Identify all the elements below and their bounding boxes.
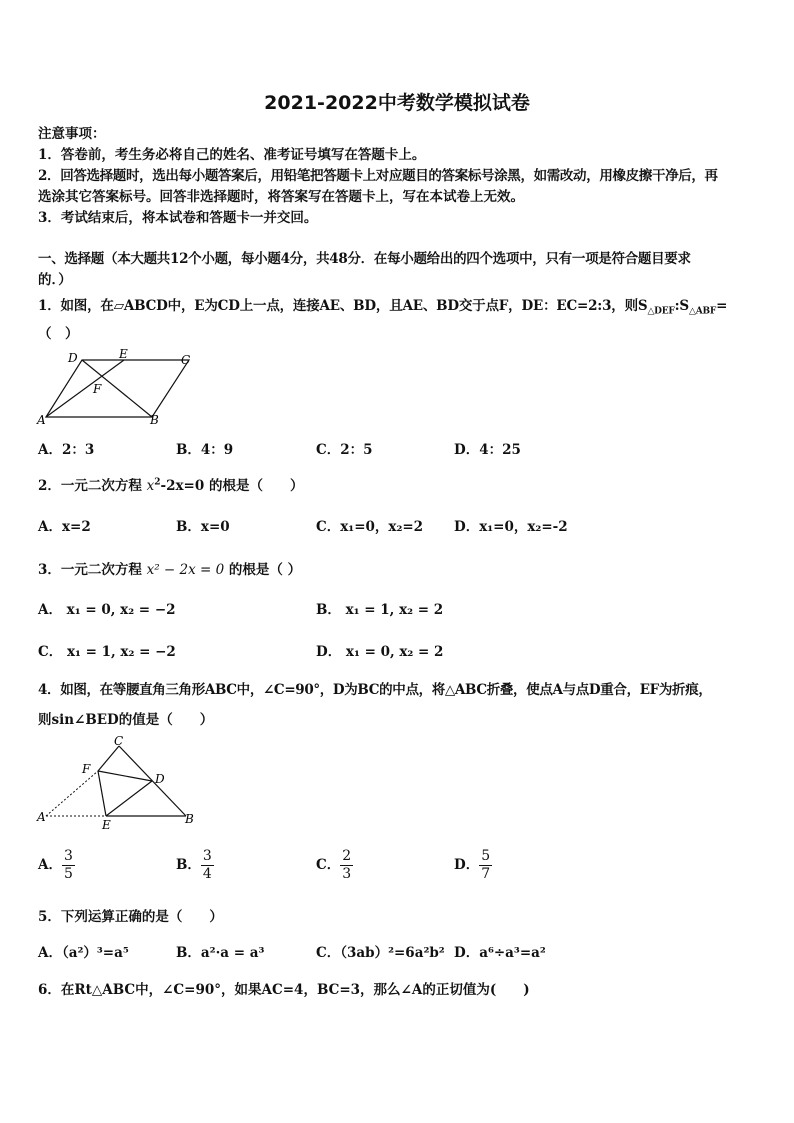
q4-option-d-num: 5 xyxy=(481,848,491,864)
q3-stem xyxy=(38,558,301,578)
q1-stem xyxy=(38,294,727,317)
q2-stem-a: 2．一元二次方程 xyxy=(38,478,142,494)
q1-label-b: B xyxy=(150,413,159,427)
q6-stem: 6．在Rt△ABC中，∠C=90°，如果AC=4，BC=3，那么∠A的正切值为( ) xyxy=(38,982,530,998)
q4-option-c-num: 2 xyxy=(342,848,352,864)
q1-stem-prefix: 1．如图，在 xyxy=(38,298,114,314)
q4-option-c-den: 3 xyxy=(342,866,352,882)
q4-label-e: E xyxy=(102,818,111,832)
notice-item-3: 3．考试结束后，将本试卷和答题卡一并交回。 xyxy=(38,210,318,226)
q3-option-c[interactable]: C． x₁ = 1, x₂ = −2 xyxy=(38,644,176,660)
segment-fc xyxy=(98,746,119,771)
q1-label-f: F xyxy=(93,382,102,396)
q4-option-a[interactable] xyxy=(38,848,75,883)
q1-option-d[interactable]: D．4：25 xyxy=(454,442,521,458)
segment-ae xyxy=(46,360,124,417)
notice-heading: 注意事项： xyxy=(38,126,106,142)
section-heading: 一、选择题（本大题共12个小题，每小题4分，共48分．在每小题给出的四个选项中，只有一项是符合题目要求 xyxy=(38,251,691,267)
q2-stem xyxy=(38,474,303,494)
q5-option-d[interactable]: D．a⁶÷a³=a² xyxy=(454,945,546,961)
parallelogram-icon: ▱ xyxy=(113,298,124,314)
notice-item-1: 1．答卷前，考生务必将自己的姓名、准考证号填写在答题卡上。 xyxy=(38,147,426,163)
q4-option-b-den: 4 xyxy=(202,866,212,882)
q4-option-a-fraction xyxy=(62,848,75,883)
q4-option-c-label: C． xyxy=(316,857,341,873)
q2-option-c[interactable]: C．x₁=0，x₂=2 xyxy=(316,519,424,535)
q5-stem: 5．下列运算正确的是（ ） xyxy=(38,909,223,925)
q1-paren: （ ） xyxy=(38,326,79,342)
q4-option-c-fraction xyxy=(340,848,353,883)
q4-option-d-fraction xyxy=(479,848,492,883)
q4-label-a: A xyxy=(37,810,46,824)
q1-label-a: A xyxy=(37,413,46,427)
q2-stem-b: 的根是（ ） xyxy=(208,478,304,494)
q4-stem-cont: 则sin∠BED的值是（ ） xyxy=(38,712,214,728)
q3-stem-a: 3．一元二次方程 xyxy=(38,562,142,578)
q1-label-c: C xyxy=(181,353,191,367)
q3-stem-b: 的根是（ ） xyxy=(228,562,302,578)
q1-option-c[interactable]: C．2：5 xyxy=(316,442,373,458)
q4-label-d: D xyxy=(155,772,165,786)
q5-option-c[interactable]: C．（3ab）²=6a²b² xyxy=(316,945,445,961)
q4-option-a-den: 5 xyxy=(63,866,73,882)
q4-label-b: B xyxy=(185,812,194,826)
notice-item-2: 2．回答选择题时，选出每小题答案后，用铅笔把答题卡上对应题目的答案标号涂黑，如需改动，用橡皮擦干净后，再 xyxy=(38,168,718,184)
q1-option-a[interactable]: A．2：3 xyxy=(38,442,95,458)
q3-option-a[interactable]: A． x₁ = 0, x₂ = −2 xyxy=(38,602,176,618)
q1-figure xyxy=(34,345,204,430)
segment-cb xyxy=(119,746,186,816)
fold-segment-af xyxy=(46,771,98,816)
segment-ed xyxy=(106,781,152,816)
q3-equation: x² − 2x = 0 xyxy=(146,562,225,578)
q2-exponent: 2 xyxy=(154,477,161,488)
q4-label-c: C xyxy=(114,734,124,748)
q2-eq-rest: -2x=0 xyxy=(160,478,205,494)
q4-option-b-fraction xyxy=(201,848,214,883)
q2-option-b[interactable]: B．x=0 xyxy=(176,519,230,535)
q4-stem: 4．如图，在等腰直角三角形ABC中，∠C=90°，D为BC的中点，将△ABC折叠，使点A与点D重合，EF为折痕， xyxy=(38,682,712,698)
q1-stem-mid: ABCD中，E为CD上一点，连接AE、BD，且AE、BD交于点F，DE：EC=2:3，则S xyxy=(123,298,648,314)
q2-eq-x: x xyxy=(146,478,155,494)
q4-option-d[interactable] xyxy=(454,848,492,883)
q2-option-a[interactable]: A．x=2 xyxy=(38,519,91,535)
q1-eq: = xyxy=(716,298,728,314)
q4-option-b[interactable] xyxy=(176,848,214,883)
q4-option-a-label: A． xyxy=(38,857,62,873)
q4-option-d-den: 7 xyxy=(481,866,491,882)
page-title: 2021-2022中考数学模拟试卷 xyxy=(264,92,530,114)
q4-option-b-label: B． xyxy=(176,857,201,873)
q1-label-e: E xyxy=(119,347,128,361)
q1-sub-def: △DEF xyxy=(647,306,675,317)
q4-option-c[interactable] xyxy=(316,848,353,883)
q1-sub-abf: △ABF xyxy=(688,306,717,317)
q1-option-b[interactable]: B．4：9 xyxy=(176,442,234,458)
q1-colon: :S xyxy=(674,298,689,314)
q3-option-d[interactable]: D． x₁ = 0, x₂ = 2 xyxy=(316,644,444,660)
q4-option-b-num: 3 xyxy=(202,848,212,864)
q2-option-d[interactable]: D．x₁=0，x₂=-2 xyxy=(454,519,568,535)
crease-ef xyxy=(98,771,106,816)
q4-option-d-label: D． xyxy=(454,857,480,873)
section-heading-cont: 的．） xyxy=(38,272,72,288)
q5-option-b[interactable]: B．a²·a = a³ xyxy=(176,945,265,961)
q4-figure xyxy=(34,733,204,833)
notice-item-2-cont: 选涂其它答案标号。回答非选择题时，将答案写在答题卡上，写在本试卷上无效。 xyxy=(38,189,524,205)
q1-label-d: D xyxy=(68,351,78,365)
q4-label-f: F xyxy=(82,762,91,776)
q3-option-b[interactable]: B． x₁ = 1, x₂ = 2 xyxy=(316,602,444,618)
q4-option-a-num: 3 xyxy=(63,848,73,864)
q5-option-a[interactable]: A．（a²）³=a⁵ xyxy=(38,945,129,961)
